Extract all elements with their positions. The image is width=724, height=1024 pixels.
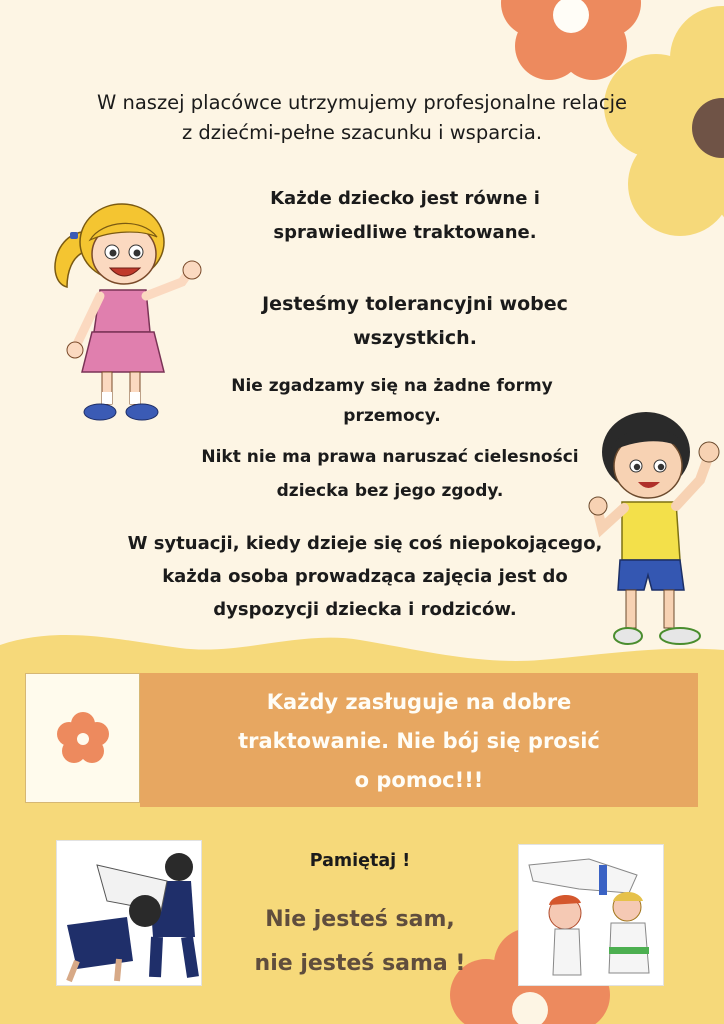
judo-photo-left	[56, 840, 202, 986]
statement-line: dziecka bez jego zgody.	[276, 481, 504, 501]
judo-throw-illustration	[57, 841, 201, 985]
statement-line: wszystkich.	[353, 327, 477, 349]
banner-line: traktowanie. Nie bój się prosić	[238, 729, 600, 753]
banner-line: o pomoc!!!	[354, 768, 484, 792]
help-banner	[140, 673, 698, 807]
intro-text	[0, 88, 724, 158]
intro-line-1: W naszej placówce utrzymujemy profesjonalne relacje	[97, 91, 627, 114]
remember-line: nie jesteś sama !	[254, 951, 466, 976]
statement-line: przemocy.	[343, 406, 441, 426]
statement-line: Nie zgadzamy się na żadne formy	[231, 376, 553, 396]
remember-heading: Pamiętaj !	[309, 851, 411, 871]
flower-icon	[26, 674, 139, 802]
judo-kids-illustration	[519, 845, 663, 985]
girl-illustration	[42, 192, 202, 432]
statement-line: sprawiedliwe traktowane.	[273, 222, 537, 243]
statement-line: Nikt nie ma prawa naruszać cielesności	[201, 447, 579, 467]
remember-line: Nie jesteś sam,	[265, 907, 455, 932]
judo-photo-right	[518, 844, 664, 986]
statement-line: W sytuacji, kiedy dzieje się coś niepokojącego,	[127, 533, 603, 554]
intro-line-2: z dziećmi-pełne szacunku i wsparcia.	[181, 121, 543, 144]
statement-line: każda osoba prowadząca zajęcia jest do	[162, 566, 568, 587]
flower-note-square	[25, 673, 140, 803]
statement-line: Każde dziecko jest równe i	[270, 188, 540, 209]
statement-line: dyspozycji dziecka i rodziców.	[213, 599, 517, 620]
orange-flower-top	[501, 0, 641, 80]
banner-line: Każdy zasługuje na dobre	[266, 690, 572, 714]
statement-line: Jesteśmy tolerancyjni wobec	[262, 293, 568, 315]
